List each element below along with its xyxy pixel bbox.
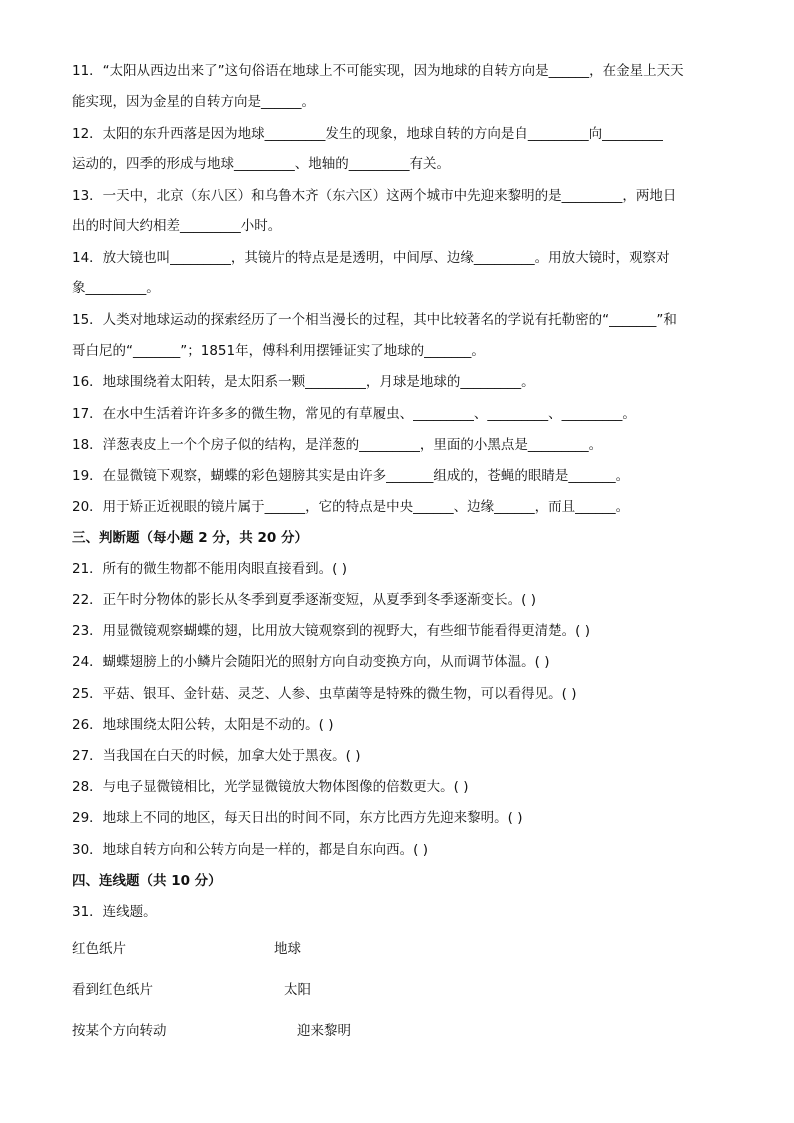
judgment-question-21: 21．所有的微生物都不能用肉眼直接看到。( ) — [72, 561, 348, 577]
judgment-question-26: 26．地球围绕太阳公转，太阳是不动的。( ) — [72, 717, 334, 733]
match-right-item: 迎来黎明 — [297, 1023, 351, 1039]
question-17: 17．在水中生活着许许多多的微生物，常见的有草履虫、_________、_________、_________。 — [72, 406, 636, 422]
question-11-line-2: 能实现，因为金星的自转方向是______。 — [72, 94, 315, 110]
question-16: 16．地球围绕着太阳转，是太阳系一颗_________，月球是地球的_________。 — [72, 374, 535, 390]
judgment-question-28: 28．与电子显微镜相比，光学显微镜放大物体图像的倍数更大。( ) — [72, 779, 469, 795]
match-right-item: 太阳 — [284, 982, 311, 998]
match-left-item: 红色纸片 — [72, 941, 126, 957]
judgment-question-27: 27．当我国在白天的时候，加拿大处于黑夜。( ) — [72, 748, 361, 764]
match-left-item: 按某个方向转动 — [72, 1023, 167, 1039]
section-4-title: 四、连线题（共 10 分） — [72, 873, 222, 889]
judgment-question-25: 25．平菇、银耳、金针菇、灵芝、人参、虫草菌等是特殊的微生物，可以看得见。( ) — [72, 686, 577, 702]
question-31-label: 31．连线题。 — [72, 904, 157, 920]
question-19: 19．在显微镜下观察，蝴蝶的彩色翅膀其实是由许多_______组成的，苍蝇的眼睛是_______。 — [72, 468, 630, 484]
judgment-question-30: 30．地球自转方向和公转方向是一样的，都是自东向西。( ) — [72, 842, 429, 858]
question-15-line-2: 哥白尼的“_______”；1851年，傅科利用摆锤证实了地球的_______。 — [72, 343, 485, 359]
question-15-line-1: 15．人类对地球运动的探索经历了一个相当漫长的过程，其中比较著名的学说有托勒密的“_______”和 — [72, 312, 677, 328]
question-11-line-1: 11．“太阳从西边出来了”这句俗语在地球上不可能实现，因为地球的自转方向是______，在金星上天天 — [72, 63, 684, 79]
question-20: 20．用于矫正近视眼的镜片属于______，它的特点是中央______、边缘______，而且______。 — [72, 499, 630, 515]
question-13-line-2: 出的时间大约相差_________小时。 — [72, 218, 282, 234]
judgment-question-23: 23．用显微镜观察蝴蝶的翅，比用放大镜观察到的视野大，有些细节能看得更清楚。( ) — [72, 623, 591, 639]
judgment-question-22: 22．正午时分物体的影长从冬季到夏季逐渐变短，从夏季到冬季逐渐变长。( ) — [72, 592, 537, 608]
question-12-line-1: 12．太阳的东升西落是因为地球_________发生的现象，地球自转的方向是自_________向_________ — [72, 126, 663, 142]
question-18: 18．洋葱表皮上一个个房子似的结构，是洋葱的_________，里面的小黑点是_________。 — [72, 437, 603, 453]
question-12-line-2: 运动的，四季的形成与地球_________、地轴的_________有关。 — [72, 156, 450, 172]
judgment-question-24: 24．蝴蝶翅膀上的小鳞片会随阳光的照射方向自动变换方向，从而调节体温。( ) — [72, 654, 550, 670]
judgment-question-29: 29．地球上不同的地区，每天日出的时间不同，东方比西方先迎来黎明。( ) — [72, 810, 523, 826]
question-14-line-2: 象_________。 — [72, 280, 160, 296]
section-3-title: 三、判断题（每小题 2 分，共 20 分） — [72, 530, 308, 546]
match-left-item: 看到红色纸片 — [72, 982, 153, 998]
question-13-line-1: 13．一天中，北京（东八区）和乌鲁木齐（东六区）这两个城市中先迎来黎明的是_________，两地日 — [72, 188, 677, 204]
question-14-line-1: 14．放大镜也叫_________，其镜片的特点是是透明，中间厚、边缘_________。用放大镜时，观察对 — [72, 250, 670, 266]
match-right-item: 地球 — [274, 941, 301, 957]
